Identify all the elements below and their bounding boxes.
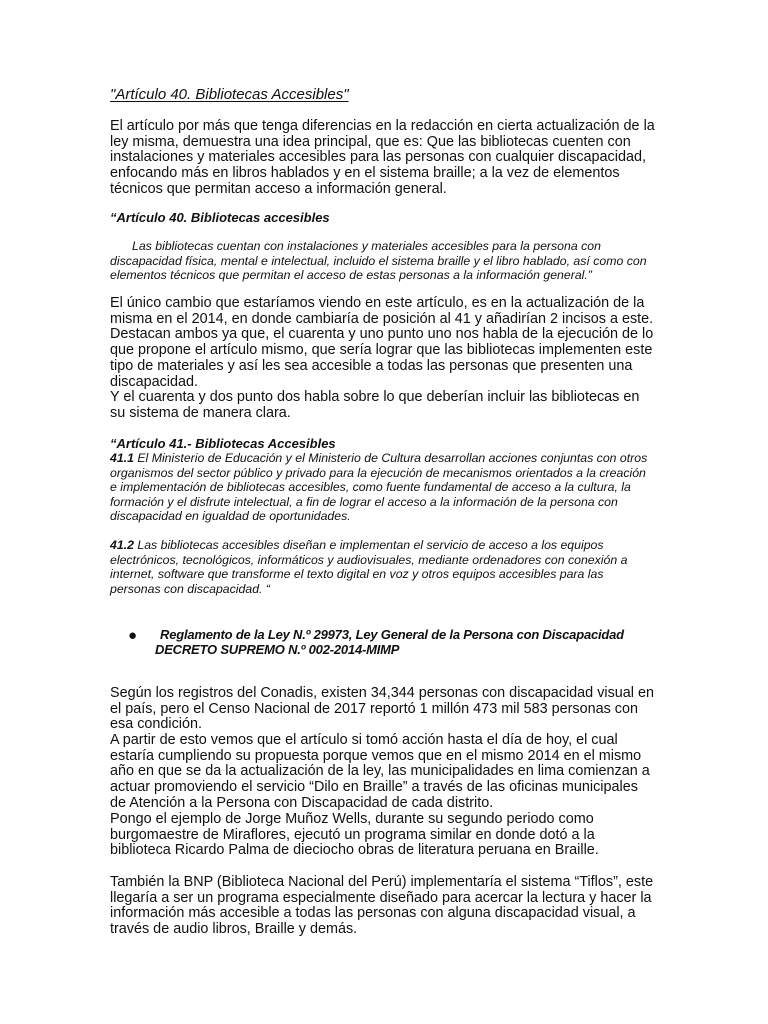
item-number: 41.2 — [110, 538, 134, 552]
paragraph-example: Pongo el ejemplo de Jorge Muñoz Wells, durante su segundo periodo como burgomaestre de Miraflores, ejecutó un programa similar en donde dotó a la biblioteca Ricardo Palma de dieciocho obras de literatura peruana en Braille. — [110, 811, 599, 859]
paragraph-conadis: Según los registros del Conadis, existen 34,344 personas con discapacidad visual en el país, pero el Censo Nacional de 2017 reportó 1 millón 473 mil 583 personas con esa condición. — [110, 685, 654, 733]
paragraph-forty-two: Y el cuarenta y dos punto dos habla sobre lo que deberían incluir las bibliotecas en su sistema de manera clara. — [110, 389, 640, 421]
regulation-title: Reglamento de la Ley N.º 29973, Ley General de la Persona con Discapacidad — [160, 627, 624, 642]
regulation-bullet — [130, 627, 660, 657]
decree-title: DECRETO SUPREMO N.º 002-2014-MIMP — [155, 642, 400, 657]
item-text: Las bibliotecas accesibles diseñan e implementan el servicio de acceso a los equipos electrónicos, tecnológicos, informáticos y audiovisuales, mediante ordenadores con conexión a internet, software que transforme el texto digital en voz y otros equipos accesibles para las personas con discapacidad. “ — [110, 538, 628, 596]
paragraph-bnp: También la BNP (Biblioteca Nacional del Perú) implementaría el sistema “Tiflos”, este llegaría a ser un programa especialmente diseñado para acercar la lectura y hacer la información más accesible a todas las personas con alguna discapacidad visual, a través de audio libros, Braille y demás. — [110, 874, 654, 938]
article-title: "Artículo 40. Bibliotecas Accesibles" — [110, 86, 349, 103]
quote-article-40-text: Las bibliotecas cuentan con instalaciones y materiales accesibles para la persona con discapacidad física, mental e intelectual, incluido el sistema braille y el libro hablado, así como con elementos técnicos que permitan el acceso de estas personas a la información general.” — [110, 239, 647, 282]
paragraph-action: A partir de esto vemos que el artículo si tomó acción hasta el día de hoy, el cual estaría cumpliendo su propuesta porque vemos que en el mismo 2014 en el mismo año en que se da la actualización de la ley, las municipalidades en lima comienzan a actuar promoviendo el servicio “Dilo en Braille” a través de las oficinas municipales de Atención a la Persona con Discapacidad de cada distrito. — [110, 732, 650, 811]
paragraph-intro: El artículo por más que tenga diferencias en la redacción en cierta actualización de la ley misma, demuestra una idea principal, que es: Que las bibliotecas cuenten con instalaciones y materiales accesibles para las personas con cualquier discapacidad, enfocando más en libros hablados y en el sistema braille; a la vez de elementos técnicos que permitan acceso a información general. — [110, 118, 655, 197]
quote-article-41-1 — [110, 451, 655, 524]
item-number: 41.1 — [110, 451, 134, 465]
quote-article-41-2 — [110, 538, 655, 596]
item-text: El Ministerio de Educación y el Ministerio de Cultura desarrollan acciones conjuntas con otros organismos del sector público y privado para la ejecución de mecanismos orientados a la creación e implementación de bibliotecas accesibles, como fuente fundamental de acceso a la cultura, la formación y el disfrute intelectual, a fin de lograr el acceso a la información de la persona con discapacidad en igualdad de oportunidades. — [110, 451, 648, 523]
quote-article-41-heading: “Artículo 41.- Bibliotecas Accesibles — [110, 436, 336, 451]
quote-article-40-heading: “Artículo 40. Bibliotecas accesibles — [110, 210, 330, 225]
paragraph-change: El único cambio que estaríamos viendo en este artículo, es en la actualización de la misma en el 2014, en donde cambiaría de posición al 41 y añadirían 2 incisos a este. Destacan ambos ya que, el cuarenta y uno punto uno nos habla de la ejecución de lo que propone el artículo mismo, que sería lograr que las bibliotecas implementen este tipo de materiales y así les sea accesible a todas las personas que presenten una discapacidad. — [110, 295, 654, 390]
bullet-icon: ● — [128, 627, 137, 644]
